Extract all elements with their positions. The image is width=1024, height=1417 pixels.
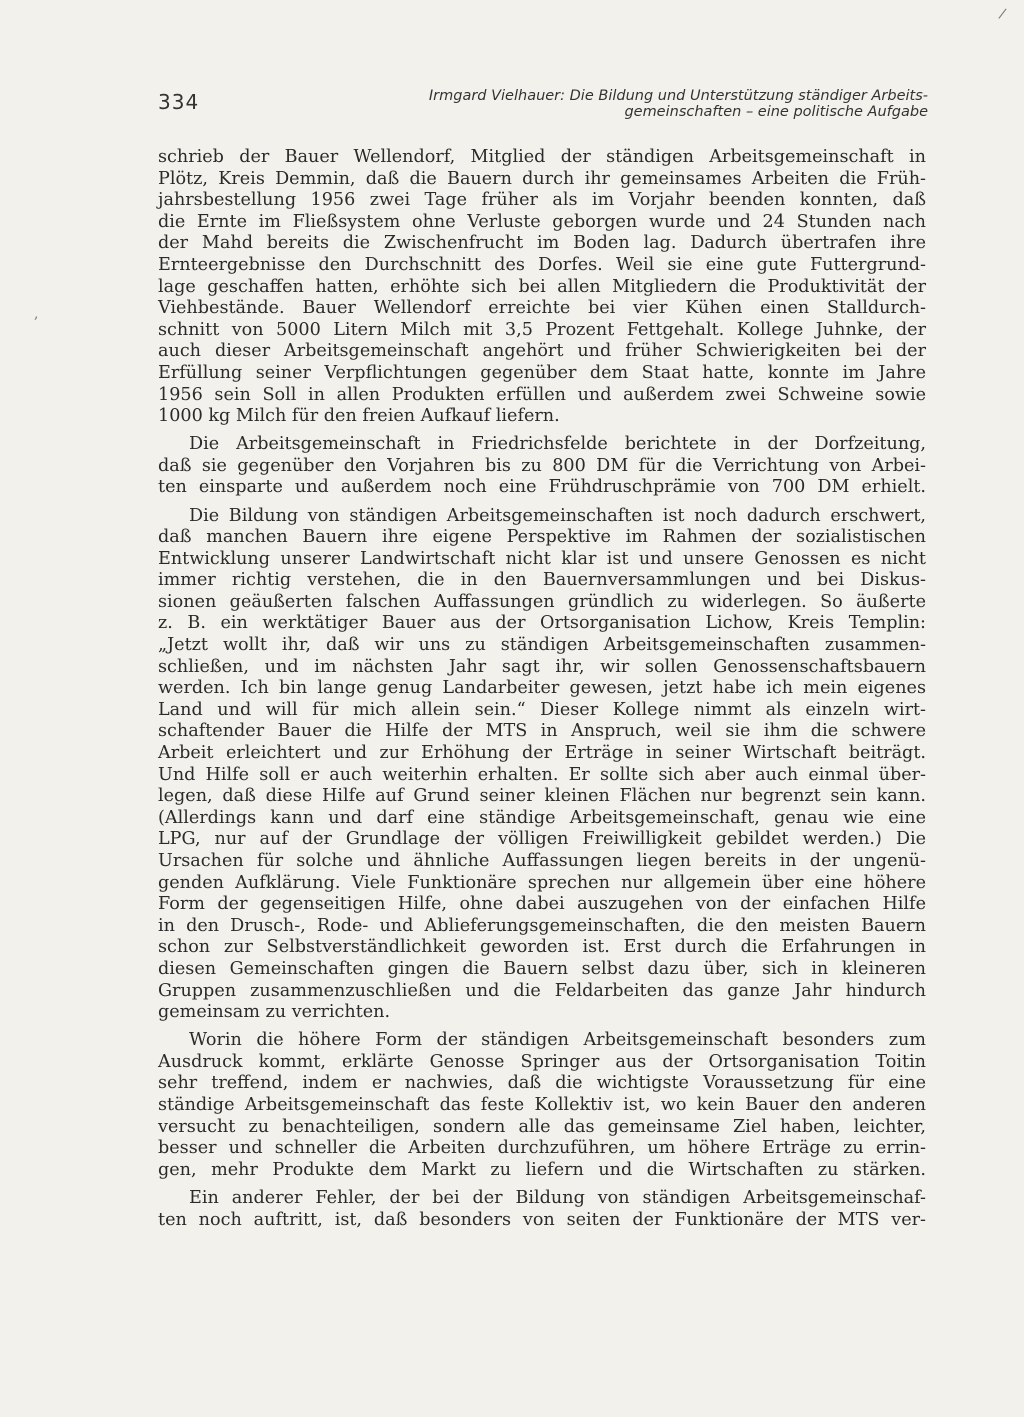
text-line: Form der gegenseitigen Hilfe, ohne dabei auszugehen von der einfachen Hilfe <box>158 894 926 915</box>
text-line: schon zur Selbstverständlichkeit geworden ist. Erst durch die Erfahrungen in <box>158 937 926 958</box>
text-line: Ursachen für solche und ähnliche Auffassungen liegen bereits in der ungenü- <box>158 851 926 871</box>
text-line: versucht zu benachteiligen, sondern alle das gemeinsame Ziel haben, leichter, <box>158 1116 926 1137</box>
text-line: Viehbestände. Bauer Wellendorf erreichte bei vier Kühen einen Stalldurch- <box>158 298 926 319</box>
text-line: in den Drusch-, Rode- und Ablieferungsgemeinschaften, die den meisten Bauern <box>158 915 926 936</box>
text-line: gen, mehr Produkte dem Markt zu liefern und die Wirtschaften zu stärken. <box>158 1159 926 1180</box>
text-line: jahrsbestellung 1956 zwei Tage früher als im Vorjahr beenden konnten, daß <box>158 190 926 211</box>
text-line: auch dieser Arbeitsgemeinschaft angehört und früher Schwierigkeiten bei der <box>158 341 926 362</box>
page-number: 334 <box>158 90 200 114</box>
text-line: gemeinsam zu verrichten. <box>158 1002 391 1023</box>
text-line: Entwicklung unserer Landwirtschaft nicht klar ist und unsere Genossen es nicht <box>158 548 926 569</box>
running-head <box>328 88 928 120</box>
paragraph-5 <box>158 1188 926 1231</box>
text-line: Ein anderer Fehler, der bei der Bildung von ständigen Arbeitsgemeinschaf- <box>189 1187 926 1208</box>
body-text <box>158 147 926 1231</box>
paragraph-4 <box>158 1030 926 1181</box>
paragraph-2 <box>158 434 926 499</box>
text-line: genden Aufklärung. Viele Funktionäre sprechen nur allgemein über eine höhere <box>158 872 926 893</box>
paragraph-1 <box>158 147 926 428</box>
text-line: schaftender Bauer die Hilfe der MTS in Anspruch, weil sie ihm die schwere <box>158 721 926 742</box>
text-line: Gruppen zusammenzuschließen und die Feldarbeiten das ganze Jahr hindurch <box>158 980 926 1001</box>
text-line: lage geschaffen hatten, erhöhte sich bei allen Mitgliedern die Produktivität der <box>158 276 926 297</box>
text-line: legen, daß diese Hilfe auf Grund seiner kleinen Flächen nur begrenzt sein kann. <box>158 786 926 807</box>
text-line: Worin die höhere Form der ständigen Arbeitsgemeinschaft besonders zum <box>189 1030 926 1051</box>
text-line: sionen geäußerten falschen Auffassungen gründlich zu widerlegen. So äußerte <box>158 591 926 612</box>
text-line: Die Arbeitsgemeinschaft in Friedrichsfelde berichtete in der Dorfzeitung, <box>189 434 926 455</box>
page-header <box>158 88 928 126</box>
text-line: Und Hilfe soll er auch weiterhin erhalten. Er sollte sich aber auch einmal über- <box>158 764 926 785</box>
text-line: der Mahd bereits die Zwischenfrucht im Boden lag. Dadurch übertrafen ihre <box>158 233 926 254</box>
margin-pencil-mark: / <box>997 5 1008 23</box>
text-line: daß manchen Bauern ihre eigene Perspektive im Rahmen der sozialistischen <box>158 527 926 548</box>
text-line: Erfüllung seiner Verpflichtungen gegenüber dem Staat hatte, konnte im Jahre <box>158 362 926 383</box>
text-line: ten noch auftritt, ist, daß besonders von seiten der Funktionäre der MTS ver- <box>158 1209 926 1230</box>
text-line: „Jetzt wollt ihr, daß wir uns zu ständigen Arbeitsgemeinschaften zusammen- <box>158 635 926 656</box>
text-line: ständige Arbeitsgemeinschaft das feste Kollektiv ist, wo kein Bauer den anderen <box>158 1095 926 1116</box>
text-line: Die Bildung von ständigen Arbeitsgemeinschaften ist noch dadurch erschwert, <box>189 505 926 526</box>
text-line: werden. Ich bin lange genug Landarbeiter gewesen, jetzt habe ich mein eigenes <box>158 678 926 699</box>
text-line: (Allerdings kann und darf eine ständige Arbeitsgemeinschaft, genau wie eine <box>158 807 926 828</box>
text-line: die Ernte im Fließsystem ohne Verluste geborgen wurde und 24 Stunden nach <box>158 211 926 232</box>
margin-dot-mark: , <box>34 306 39 322</box>
paragraph-3 <box>158 506 926 1024</box>
text-line: immer richtig verstehen, die in den Bauernversammlungen und bei Diskus- <box>158 570 926 591</box>
text-line: diesen Gemeinschaften gingen die Bauern selbst dazu über, sich in kleineren <box>158 958 926 979</box>
text-line: daß sie gegenüber den Vorjahren bis zu 800 DM für die Verrichtung von Arbei- <box>158 455 926 476</box>
text-line: LPG, nur auf der Grundlage der völligen Freiwilligkeit gebildet werden.) Die <box>158 829 926 850</box>
running-head-line-2: gemeinschaften – eine politische Aufgabe <box>624 104 928 120</box>
text-line: sehr treffend, indem er nachwies, daß die wichtigste Voraussetzung für eine <box>158 1073 926 1094</box>
text-line: Arbeit erleichtert und zur Erhöhung der Erträge in seiner Wirtschaft beiträgt. <box>158 743 926 764</box>
text-line: schnitt von 5000 Litern Milch mit 3,5 Prozent Fettgehalt. Kollege Juhnke, der <box>158 319 926 340</box>
running-head-line-1: Irmgard Vielhauer: Die Bildung und Unterstützung ständiger Arbeits- <box>428 88 928 104</box>
text-line: 1000 kg Milch für den freien Aufkauf liefern. <box>158 406 560 427</box>
text-line: z. B. ein werktätiger Bauer aus der Ortsorganisation Lichow, Kreis Templin: <box>158 613 926 634</box>
text-line: Ernteergebnisse den Durchschnitt des Dorfes. Weil sie eine gute Futtergrund- <box>158 254 926 275</box>
text-line: 1956 sein Soll in allen Produkten erfüllen und außerdem zwei Schweine sowie <box>158 384 926 405</box>
text-line: Ausdruck kommt, erklärte Genosse Springer aus der Ortsorganisation Toitin <box>158 1051 926 1072</box>
text-line: besser und schneller die Arbeiten durchzuführen, um höhere Erträge zu errin- <box>158 1138 926 1159</box>
text-line: Plötz, Kreis Demmin, daß die Bauern durch ihr gemeinsames Arbeiten die Früh- <box>158 168 926 189</box>
text-line: schließen, und im nächsten Jahr sagt ihr, wir sollen Genossenschaftsbauern <box>158 656 926 677</box>
text-line: schrieb der Bauer Wellendorf, Mitglied der ständigen Arbeitsgemeinschaft in <box>158 147 926 167</box>
text-line: Land und will für mich allein sein.“ Dieser Kollege nimmt als einzeln wirt- <box>158 699 926 720</box>
text-line: ten einsparte und außerdem noch eine Frühdruschprämie von 700 DM erhielt. <box>158 477 926 498</box>
